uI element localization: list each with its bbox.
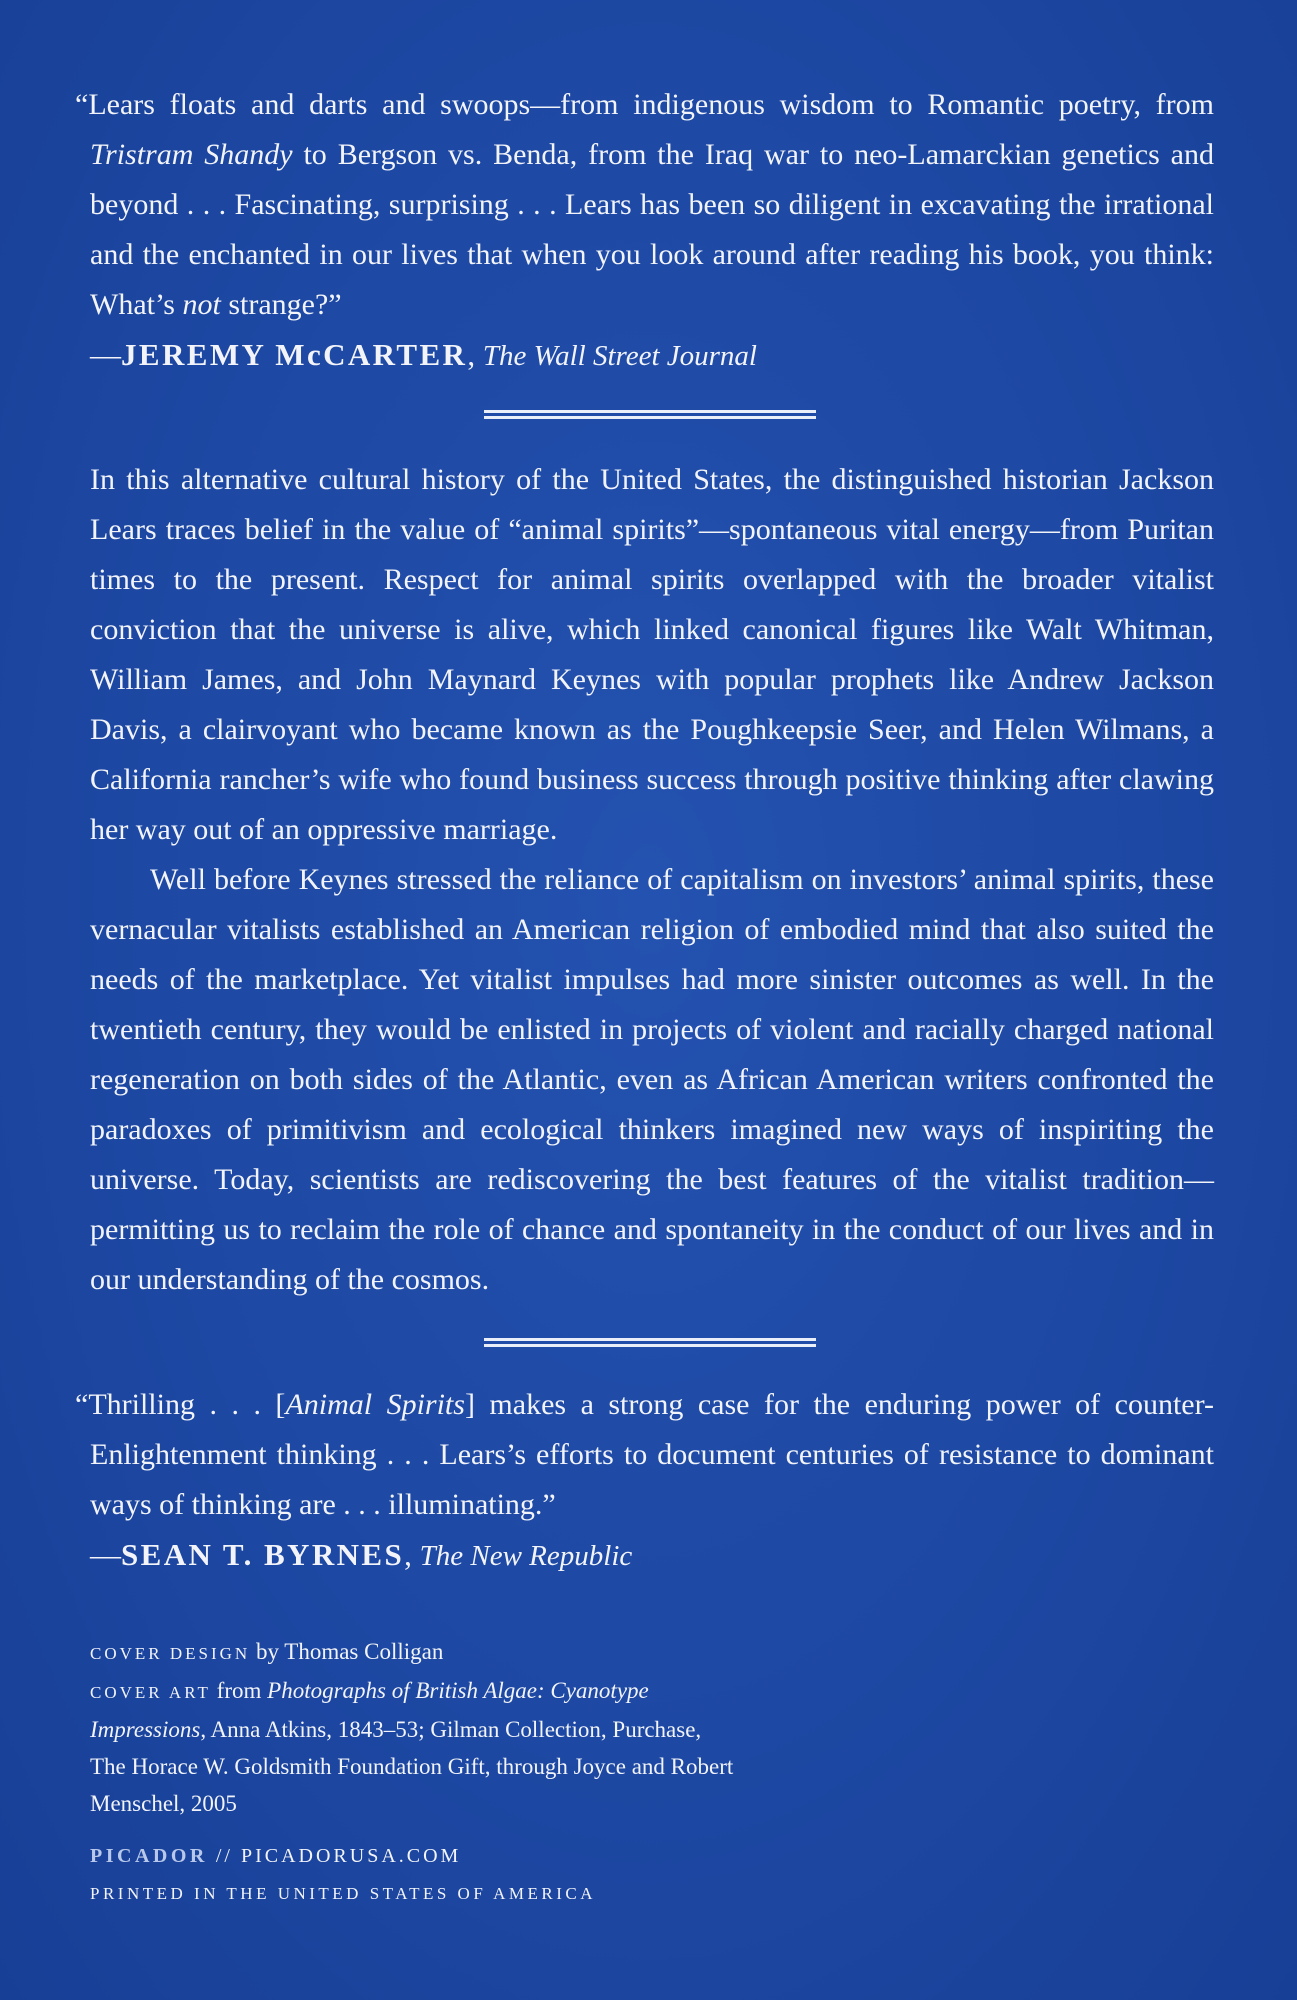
publication-name: The Wall Street Journal xyxy=(482,340,757,372)
credit-text: by Thomas Colligan xyxy=(250,1639,444,1664)
open-quote-mark: “ xyxy=(75,88,89,121)
bottom-quote-text xyxy=(75,1380,1215,1530)
description-paragraph: Well before Keynes stressed the reliance of capitalism on investors’ animal spirits, these vernacular vitalists established an American religion of embodied mind that also suited the needs of the marketplace. Yet vitalist impulses had more sinister outcomes as well. In the twentieth century, they would be enlisted in projects of violent and racially charged national regeneration on both sides of the Atlantic, even as African American writers confronted the paradoxes of primitivism and ecological thinkers imagined new ways of inspiriting the universe. Today, scientists are rediscovering the best features of the vitalist tradition—permitting us to reclaim the role of chance and spontaneity in the conduct of our lives and in our understanding of the cosmos. xyxy=(90,863,1214,1296)
bottom-quote-attribution xyxy=(90,1530,1214,1581)
quote-text-part: “Thrilling . . . [ xyxy=(75,1388,286,1421)
credit-label: COVER DESIGN xyxy=(90,1644,251,1663)
top-quote-text xyxy=(75,80,1214,330)
bottom-review-quote xyxy=(75,1380,1215,1581)
reviewer-name: SEAN T. BYRNES xyxy=(121,1537,405,1572)
publisher-url: PICADORUSA.COM xyxy=(240,1845,462,1867)
quote-italic-word: not xyxy=(182,288,221,321)
printed-in-line: PRINTED IN THE UNITED STATES OF AMERICA xyxy=(90,1884,596,1903)
publication-name: The New Republic xyxy=(419,1540,633,1572)
quote-text-part: ] makes a strong case for the enduring power of counter-Enlightenment thinking . . . Lears’s efforts to document centuries of resistance to dominant ways of thinking are . . . illuminating.” xyxy=(90,1388,1215,1521)
credit-label: COVER ART xyxy=(90,1683,211,1702)
quote-text-part: strange?” xyxy=(220,288,342,321)
cover-art-credit xyxy=(90,1672,740,1822)
publisher-separator: // xyxy=(207,1845,241,1867)
cover-design-credit xyxy=(90,1633,740,1672)
double-rule-divider xyxy=(484,1338,816,1347)
attribution-dash: — xyxy=(90,1537,121,1572)
publisher-name: PICADOR xyxy=(90,1845,208,1867)
double-rule-divider xyxy=(484,410,816,419)
attribution-separator: , xyxy=(467,337,483,372)
credit-italic-title: Photographs of British Algae: Cyanotype Impressions xyxy=(90,1678,649,1742)
reviewer-name: JEREMY McCARTER xyxy=(121,337,468,372)
cover-credits xyxy=(90,1633,1214,1822)
description-paragraph: In this alternative cultural history of the United States, the distinguished historian Jackson Lears traces belief in the value of “animal spirits”—spontaneous vital energy—from Puritan times to the present. Respect for animal spirits overlapped with the broader vitalist conviction that the universe is alive, which linked canonical figures like Walt Whitman, William James, and John Maynard Keynes with popular prophets like Andrew Jackson Davis, a clairvoyant who became known as the Poughkeepsie Seer, and Helen Wilmans, a California rancher’s wife who found business success through positive thinking after clawing her way out of an oppressive marriage. xyxy=(90,463,1214,846)
quote-text-part: to Bergson vs. Benda, from the Iraq war to neo-Lamarckian genetics and beyond . . . Fascinating, surprising . . . Lears has been so diligent in excavating the irrational and the enchanted in our lives that when you look around after reading his book, you think: What’s xyxy=(90,138,1214,321)
top-review-quote xyxy=(75,80,1214,381)
top-quote-attribution xyxy=(90,330,1214,381)
attribution-separator: , xyxy=(404,1537,420,1572)
credit-text: , Anna Atkins, 1843–53; Gilman Collection, Purchase, The Horace W. Goldsmith Foundation Gift, through Joyce and Robert Menschel, 2005 xyxy=(90,1717,734,1816)
quote-italic-title: Animal Spirits xyxy=(285,1388,465,1421)
quote-italic-title: Tristram Shandy xyxy=(90,138,293,171)
quote-text-part: Lears floats and darts and swoops—from indigenous wisdom to Romantic poetry, from xyxy=(88,88,1214,121)
attribution-dash: — xyxy=(90,337,121,372)
credit-text: from xyxy=(210,1678,268,1703)
publisher-info xyxy=(90,1841,1214,1909)
publisher-line xyxy=(90,1841,1214,1871)
book-description xyxy=(90,455,1214,1305)
